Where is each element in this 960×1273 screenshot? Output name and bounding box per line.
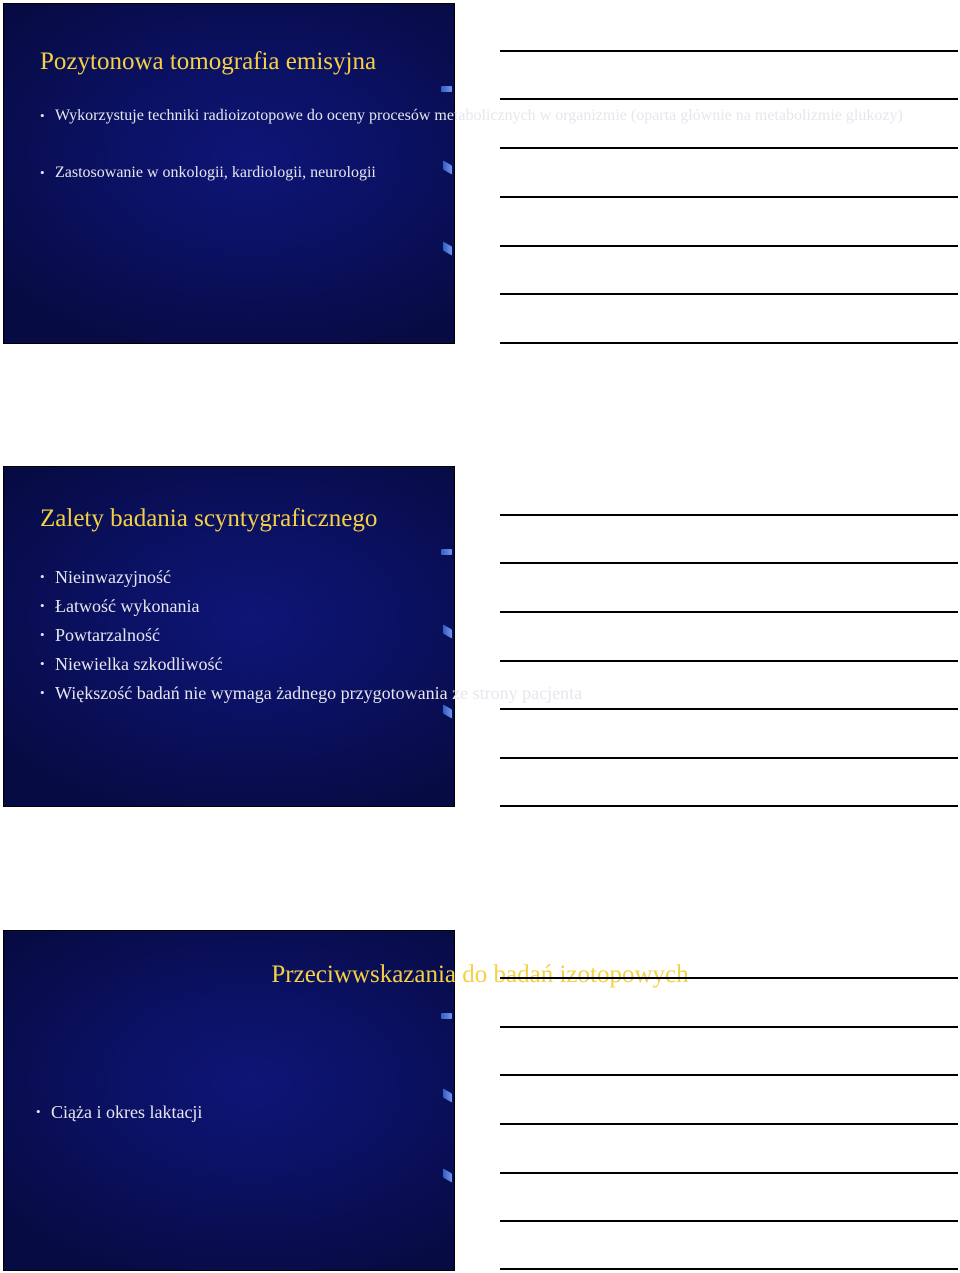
bullet-item: • Zastosowanie w onkologii, kardiologii, neurologii — [40, 161, 932, 185]
notes-line — [500, 514, 958, 516]
notes-line — [500, 98, 958, 100]
bullet-item: • Niewielka szkodliwość — [40, 652, 932, 676]
bullet-item: • Powtarzalność — [40, 623, 932, 647]
notes-line — [500, 1074, 958, 1076]
notes-line — [500, 147, 958, 149]
slide-3-bullets — [36, 1100, 932, 1124]
notes-line — [500, 805, 958, 807]
slide-accent-mark — [443, 241, 452, 255]
notes-line — [500, 1268, 958, 1270]
notes-line — [500, 245, 958, 247]
notes-line — [500, 1172, 958, 1174]
slide-2-title: Zalety badania scyntygraficznego — [40, 505, 378, 532]
notes-line — [500, 196, 958, 198]
notes-line — [500, 757, 958, 759]
notes-line — [500, 50, 958, 52]
slide-accent-mark — [441, 86, 452, 92]
bullet-item: • Większość badań nie wymaga żadnego przygotowania ze strony pacjenta — [40, 681, 932, 705]
notes-line — [500, 342, 958, 344]
slide-accent-mark — [441, 1013, 452, 1019]
notes-line — [500, 1123, 958, 1125]
notes-line — [500, 977, 958, 979]
notes-line — [500, 611, 958, 613]
notes-line — [500, 660, 958, 662]
notes-line — [500, 1220, 958, 1222]
slide-1-bullets — [40, 104, 932, 218]
slide-3-title: Przeciwwskazania do badań izotopowych — [271, 961, 689, 988]
notes-line — [500, 293, 958, 295]
bullet-item: • Ciąża i okres laktacji — [36, 1100, 932, 1124]
notes-line — [500, 562, 958, 564]
slide-1-title: Pozytonowa tomografia emisyjna — [40, 48, 377, 75]
notes-line — [500, 708, 958, 710]
slide-accent-mark — [441, 549, 452, 555]
slide-2-bullets — [40, 565, 932, 710]
bullet-item: • Nieinwazyjność — [40, 565, 932, 589]
slide-accent-mark — [443, 1168, 452, 1182]
notes-line — [500, 1026, 958, 1028]
bullet-item: • Łatwość wykonania — [40, 594, 932, 618]
bullet-item: • Wykorzystuje techniki radioizotopowe do oceny procesów metabolicznych w organizmie (oparta głównie na metabolizmie glukozy) — [40, 104, 932, 128]
